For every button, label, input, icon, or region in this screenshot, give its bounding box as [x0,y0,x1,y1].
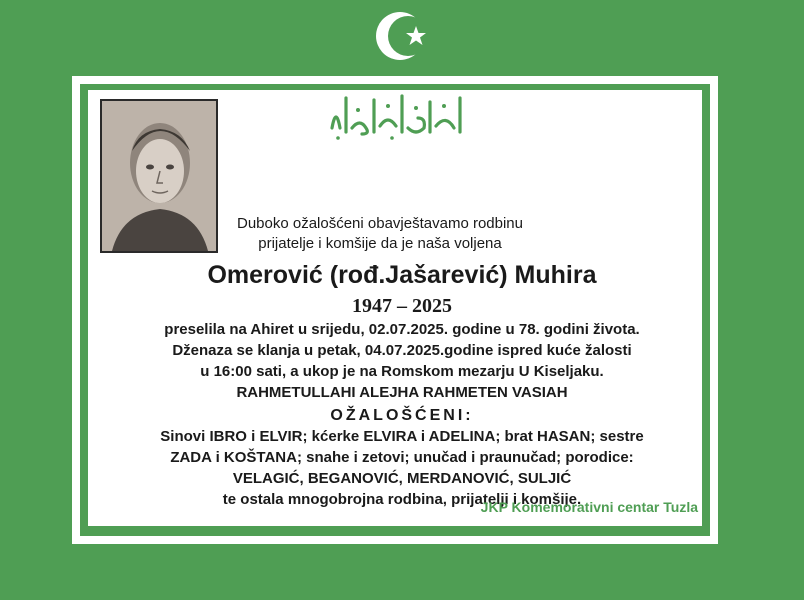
mourners-line-4: te ostala mnogobrojna rodbina, prijatelji i komšije. [222,491,582,508]
mourners-line-2: ZADA i KOŠTANA; snahe i zetovi; unučad i praunučad; porodice: [170,449,634,466]
mourners-line-1: Sinovi IBRO i ELVIR; kćerke ELVIRA i ADELINA; brat HASAN; sestre [160,428,644,445]
crescent-and-star-icon [372,6,432,66]
arabic-calligraphy-logo [322,88,472,144]
organization-credit: JKP Komemorativni centar Tuzla [480,499,698,515]
portrait-photo [100,99,218,253]
deceased-name: Omerović (rođ.Jašarević) Muhira [207,261,597,289]
intro-line-1: Duboko ožalošćeni obavještavamo rodbinu [236,215,523,232]
mourners-heading: OŽALOŠĆENI: [330,407,474,424]
intro-text [220,214,540,254]
life-years: 1947 – 2025 [352,295,452,317]
announcement-block [110,319,694,510]
mourners-line-3: VELAGIĆ, BEGANOVIĆ, MERDANOVIĆ, SULJIĆ [232,470,572,487]
intro-line-2: prijatelje i komšije da je naša voljena [258,235,502,252]
announcement-line-3: u 16:00 sati, a ukop je na Romskom mezarju U Kiseljaku. [200,363,604,380]
prayer-line: RAHMETULLAHI ALEJHA RAHMETEN VASIAH [236,384,568,401]
announcement-line-2: Dženaza se klanja u petak, 04.07.2025.godine ispred kuće žalosti [172,342,632,359]
announcement-line-1: preselila na Ahiret u srijedu, 02.07.2025. godine u 78. godini života. [164,321,640,338]
portrait-illustration [102,101,216,251]
